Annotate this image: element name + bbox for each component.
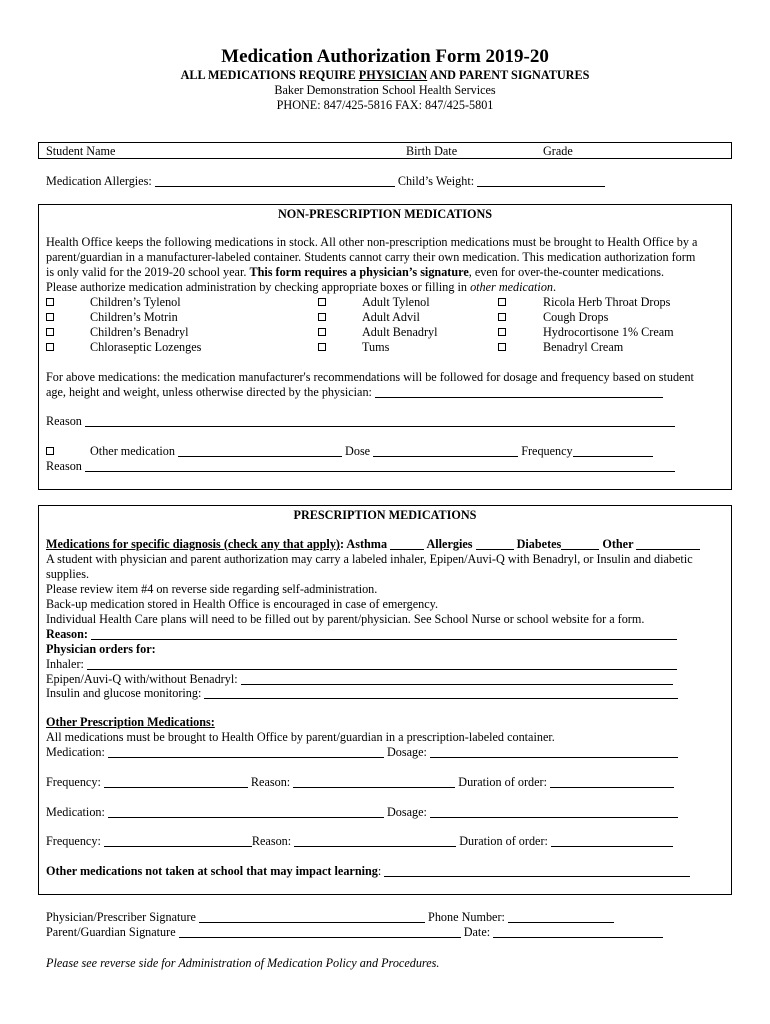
med-checkbox[interactable] (46, 295, 54, 310)
dosage-para-line: age, height and weight, unless otherwise directed by the physician: (46, 385, 663, 400)
contact-phone: PHONE: 847/425-5816 FAX: 847/425-5801 (276, 98, 494, 112)
physician-direction-field[interactable] (375, 386, 663, 398)
subtitle: ALL MEDICATIONS REQUIRE PHYSICIAN AND PARENT SIGNATURES (180, 68, 590, 82)
frequency-field[interactable] (104, 835, 252, 847)
med-checkbox[interactable] (498, 310, 506, 325)
medication-field[interactable] (108, 806, 384, 818)
med-checkbox[interactable] (498, 340, 506, 355)
nonrx-para-line: is only valid for the 2019-20 school year. This form requires a physician’s signature, even for over-the-counter medications. (46, 265, 665, 279)
med-checkbox[interactable] (46, 310, 54, 325)
nonrx-para-line: parent/guardian in a manufacturer-labeled container. Students cannot carry their own medication. This medication authorization form (46, 250, 696, 264)
allergies-field[interactable] (155, 175, 395, 187)
reason-field[interactable] (294, 835, 456, 847)
other-reason-line: Reason (46, 459, 675, 474)
frequency-field[interactable] (573, 445, 653, 457)
rx-reason-line: Reason: (46, 627, 677, 642)
med-checkbox[interactable] (46, 325, 54, 340)
learning-field[interactable] (384, 865, 690, 877)
dosage-field[interactable] (430, 746, 678, 758)
nonrx-title: NON-PRESCRIPTION MEDICATIONS (277, 207, 493, 221)
rx-info-line: supplies. (46, 567, 89, 581)
frequency-field[interactable] (104, 776, 248, 788)
page-title: Medication Authorization Form 2019-20 (221, 46, 549, 67)
med-label: Children’s Tylenol (90, 295, 181, 309)
other-rx-text: All medications must be brought to Health Office by parent/guardian in a prescription-labeled container. (46, 730, 555, 744)
rx-info-line: Individual Health Care plans will need to be filled out by parent/physician. See School Nurse or school website for a form. (46, 612, 645, 626)
epipen-field[interactable] (241, 673, 673, 685)
nonrx-para-line: Health Office keeps the following medications in stock. All other non-prescription medications must be brought to Health Office by a (46, 235, 698, 249)
learning-line: Other medications not taken at school that may impact learning: (46, 864, 690, 879)
dose-field[interactable] (373, 445, 518, 457)
rx-reason-field[interactable] (91, 628, 677, 640)
nonrx-reason-field[interactable] (85, 415, 675, 427)
med-label: Ricola Herb Throat Drops (543, 295, 671, 309)
physician-signature-field[interactable] (199, 911, 425, 923)
nonrx-para-line: Please authorize medication administration by checking appropriate boxes or filling in other medication. (46, 280, 557, 294)
med-label: Children’s Motrin (90, 310, 178, 324)
med-checkbox[interactable] (318, 310, 326, 325)
asthma-field[interactable] (390, 538, 424, 550)
med-checkbox[interactable] (498, 295, 506, 310)
org-name: Baker Demonstration School Health Services (274, 83, 496, 97)
birth-date-label: Birth Date (406, 144, 458, 158)
reason-field[interactable] (293, 776, 455, 788)
physician-signature-line: Physician/Prescriber Signature Phone Number: (46, 910, 614, 925)
allergies-diag-field[interactable] (476, 538, 514, 550)
dosage-para-line: For above medications: the medication manufacturer's recommendations will be followed for dosage and frequency based on student (46, 370, 694, 384)
other-med-field[interactable] (178, 445, 342, 457)
allergies-line: Medication Allergies: Child’s Weight: (46, 174, 605, 189)
med-label: Adult Advil (362, 310, 420, 324)
student-name-label: Student Name (46, 144, 116, 158)
rx-info-line: A student with physician and parent authorization may carry a labeled inhaler, Epipen/Auvi-Q with Benadryl, or Insulin and diabetic (46, 552, 693, 566)
phone-field[interactable] (508, 911, 614, 923)
inhaler-field[interactable] (87, 658, 677, 670)
other-reason-field[interactable] (85, 460, 675, 472)
med-checkbox[interactable] (318, 295, 326, 310)
frequency-line-1: Frequency: Reason: Duration of order: (46, 775, 674, 790)
med-label: Tums (362, 340, 390, 354)
inhaler-line: Inhaler: (46, 657, 677, 672)
med-label: Hydrocortisone 1% Cream (543, 325, 674, 339)
frequency-line-2: Frequency: Reason: Duration of order: (46, 834, 673, 849)
med-checkbox[interactable] (318, 340, 326, 355)
med-label: Cough Drops (543, 310, 609, 324)
physician-orders-label: Physician orders for: (46, 642, 156, 656)
med-checkbox[interactable] (318, 325, 326, 340)
med-label: Chloraseptic Lozenges (90, 340, 202, 354)
other-med-line: Other medication Dose Frequency (90, 444, 653, 459)
other-med-checkbox[interactable] (46, 444, 54, 459)
weight-field[interactable] (477, 175, 605, 187)
diagnosis-line: Medications for specific diagnosis (check any that apply): Asthma Allergies Diabetes Other (46, 537, 700, 552)
student-info-row (38, 142, 732, 159)
med-label: Children’s Benadryl (90, 325, 189, 339)
date-field[interactable] (493, 926, 663, 938)
parent-signature-field[interactable] (179, 926, 461, 938)
grade-label: Grade (543, 144, 573, 158)
med-label: Adult Benadryl (362, 325, 438, 339)
duration-field[interactable] (550, 776, 674, 788)
duration-field[interactable] (551, 835, 673, 847)
medication-line-2: Medication: Dosage: (46, 805, 678, 820)
insulin-line: Insulin and glucose monitoring: (46, 686, 678, 701)
med-label: Benadryl Cream (543, 340, 624, 354)
rx-title: PRESCRIPTION MEDICATIONS (293, 508, 477, 522)
nonrx-reason-line: Reason (46, 414, 675, 429)
med-checkbox[interactable] (498, 325, 506, 340)
medication-line-1: Medication: Dosage: (46, 745, 678, 760)
diabetes-field[interactable] (561, 538, 599, 550)
rx-info-line: Back-up medication stored in Health Office is encouraged in case of emergency. (46, 597, 438, 611)
med-label: Adult Tylenol (362, 295, 430, 309)
insulin-field[interactable] (204, 687, 678, 699)
rx-info-line: Please review item #4 on reverse side regarding self-administration. (46, 582, 378, 596)
med-checkbox[interactable] (46, 340, 54, 355)
footer-note: Please see reverse side for Administration of Medication Policy and Procedures. (46, 956, 440, 970)
parent-signature-line: Parent/Guardian Signature Date: (46, 925, 663, 940)
epipen-line: Epipen/Auvi-Q with/without Benadryl: (46, 672, 673, 687)
other-diag-field[interactable] (636, 538, 700, 550)
medication-field[interactable] (108, 746, 384, 758)
dosage-field[interactable] (430, 806, 678, 818)
other-rx-label: Other Prescription Medications: (46, 715, 215, 729)
